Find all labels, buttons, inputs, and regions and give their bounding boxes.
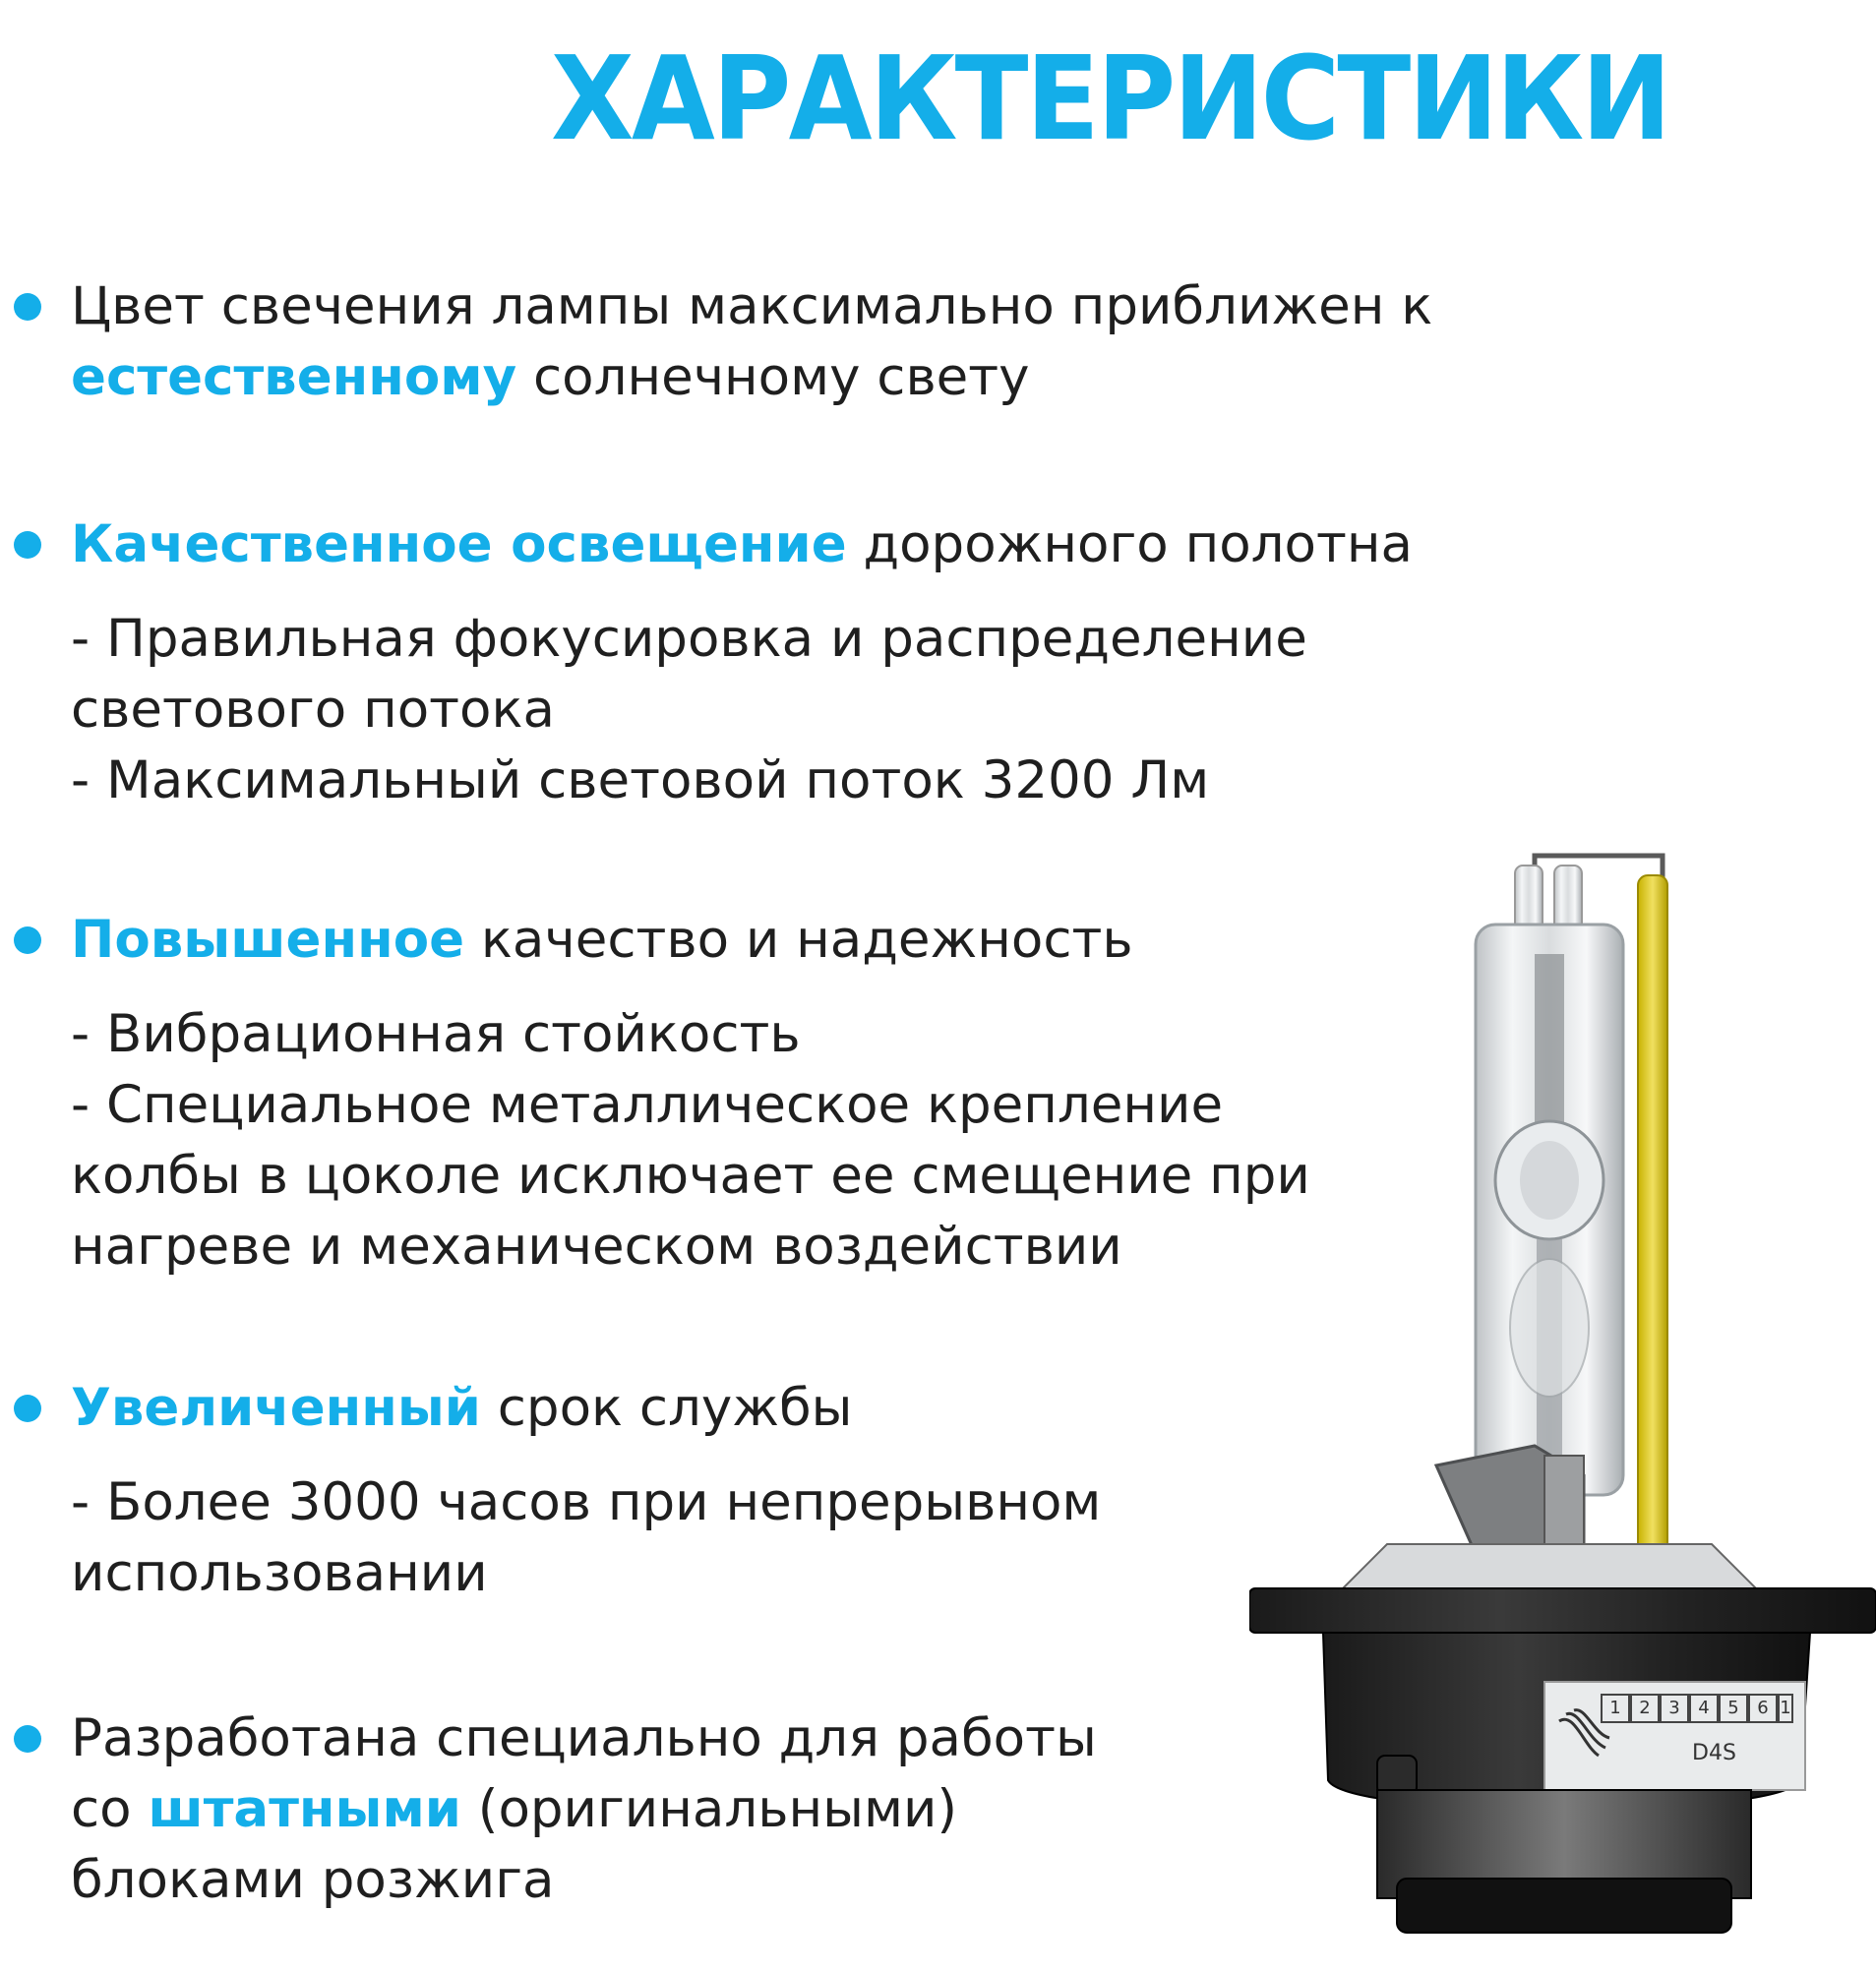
feature-text-line: блоками розжига: [71, 1850, 555, 1910]
feature-detail: использовании: [71, 1543, 488, 1603]
feature-detail: колбы в цоколе исключает ее смещение при: [71, 1146, 1310, 1206]
feature-detail: - Правильная фокусировка и распределение: [71, 609, 1307, 669]
bullet-icon: [14, 926, 41, 954]
feature-text: Цвет свечения лампы максимально приближен к: [71, 276, 1433, 336]
feature-detail: - Специальное металлическое крепление: [71, 1075, 1224, 1135]
bullet-icon: [14, 1395, 41, 1422]
feature-text: качество и надежность: [464, 910, 1133, 970]
brand-logo-icon: [1554, 1706, 1613, 1765]
feature-detail: нагреве и механическом воздействии: [71, 1217, 1122, 1277]
lamp-label-pin: 2: [1630, 1694, 1660, 1723]
feature-highlight: штатными: [148, 1779, 461, 1839]
feature-detail: светового потока: [71, 680, 555, 740]
lamp-label-pins: [1601, 1694, 1793, 1723]
lamp-label-pin: 4: [1689, 1694, 1719, 1723]
feature-text: (оригинальными): [460, 1779, 958, 1839]
bullet-icon: [14, 1725, 41, 1753]
feature-text-line: [71, 342, 1030, 413]
xenon-lamp-image: [1249, 836, 1876, 1967]
feature-text: срок службы: [480, 1378, 853, 1438]
lamp-label-pin: 3: [1660, 1694, 1689, 1723]
feature-detail: - Максимальный световой поток 3200 Лм: [71, 750, 1210, 810]
feature-highlight: естественному: [71, 347, 517, 407]
feature-text: солнечному свету: [516, 347, 1030, 407]
feature-detail: - Вибрационная стойкость: [71, 1004, 801, 1064]
bullet-icon: [14, 293, 41, 321]
feature-heading: [71, 509, 1413, 580]
feature-text-line: [71, 1774, 957, 1845]
feature-heading: [71, 905, 1133, 976]
lamp-model-label: D4S: [1692, 1741, 1736, 1765]
lamp-label-pin: 5: [1719, 1694, 1748, 1723]
feature-text-line: Разработана специально для работы: [71, 1708, 1097, 1768]
feature-heading: [71, 1373, 853, 1444]
feature-text: дорожного полотна: [846, 514, 1413, 574]
lamp-label-pin: 1: [1601, 1694, 1630, 1723]
feature-text-line: [71, 271, 1432, 342]
feature-text: со: [71, 1779, 149, 1839]
lamp-label-pin: 6: [1748, 1694, 1778, 1723]
feature-highlight: Повышенное: [71, 910, 465, 970]
feature-highlight: Увеличенный: [71, 1378, 481, 1438]
bullet-icon: [14, 531, 41, 559]
feature-detail: - Более 3000 часов при непрерывном: [71, 1472, 1102, 1532]
page-title: ХАРАКТЕРИСТИКИ: [551, 30, 1669, 166]
lamp-label-pin: 1: [1778, 1694, 1793, 1723]
feature-highlight: Качественное освещение: [71, 514, 847, 574]
